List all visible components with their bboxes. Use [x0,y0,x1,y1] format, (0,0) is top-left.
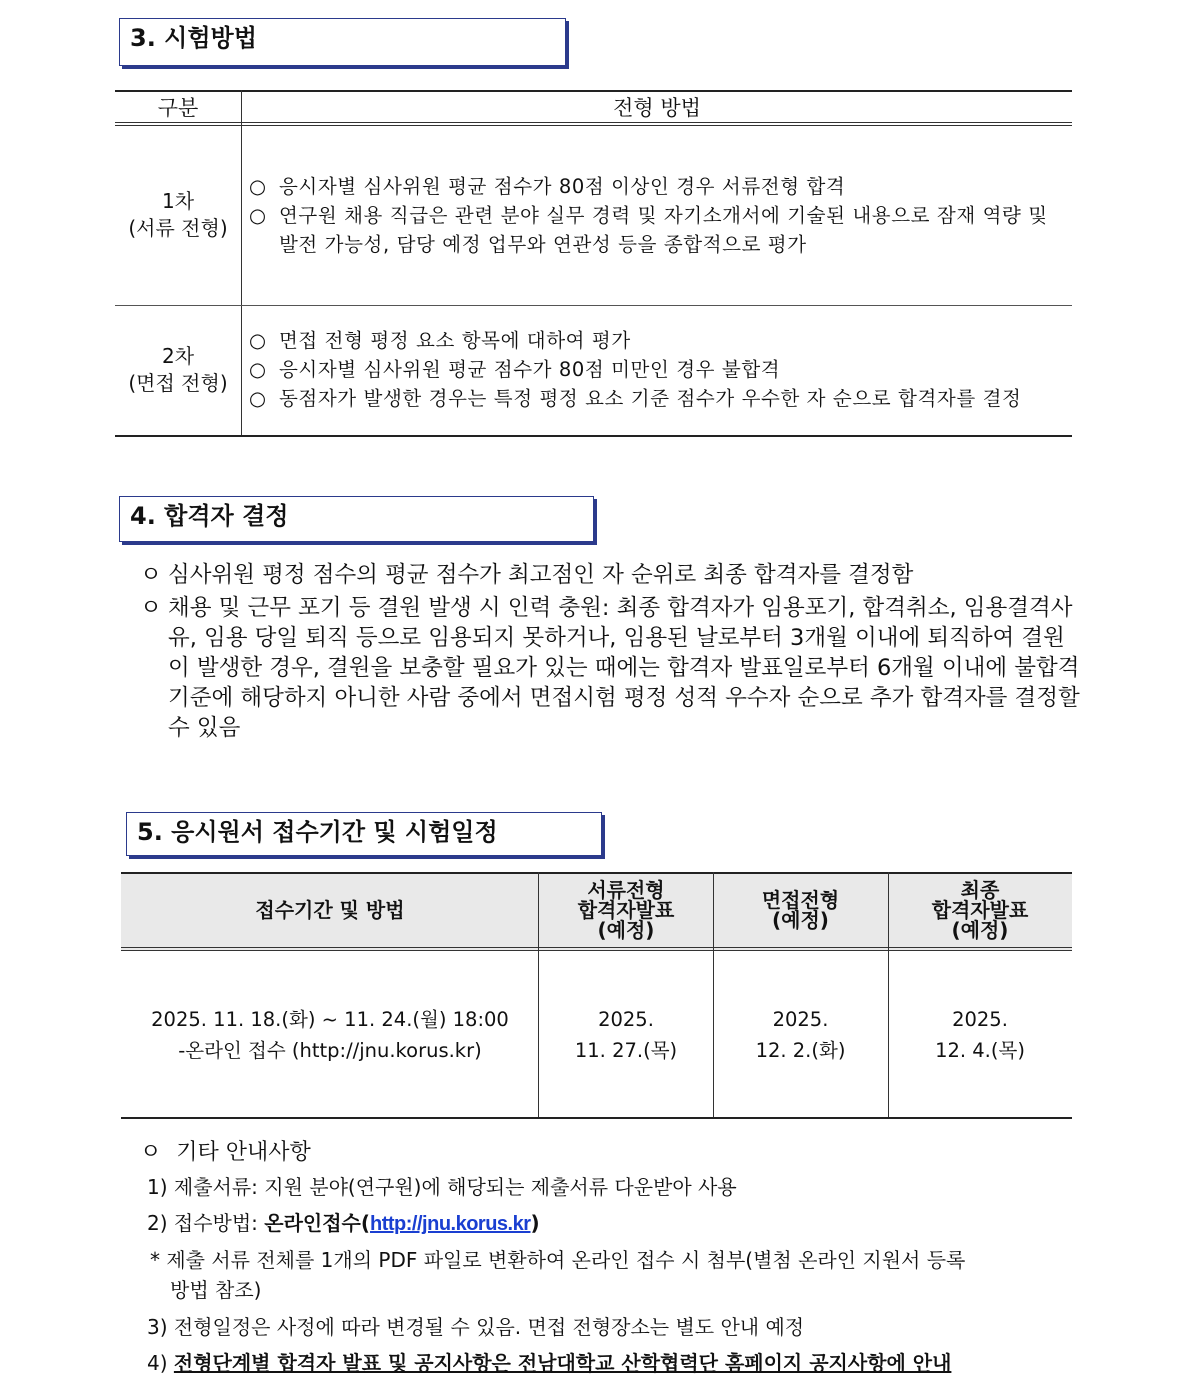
row1-items [249,172,1069,259]
exam-method-table [115,90,1072,440]
column-divider [241,90,242,437]
header-cell-period: 접수기간 및 방법 [255,897,405,922]
bullet-marker: ㅇ [140,562,162,588]
item-text: 응시자별 심사위원 평균 점수가 80점 이상인 경우 서류전형 합격 [279,175,846,198]
note-3: 3) 전형일정은 사정에 따라 변경될 수 있음. 면접 전형장소는 별도 안내 예정 [147,1315,805,1339]
note-2-bold: 온라인접수( [264,1211,371,1235]
stage-label: 2차 [161,344,195,368]
note-4 [147,1347,951,1376]
bullet-marker: ○ [249,175,267,198]
note-2 [147,1207,540,1236]
note-2-prefix: 2) 접수방법: [147,1211,265,1235]
header-cell-final-result: 최종 합격자발표 (예정) [931,877,1029,942]
item-text: 채용 및 근무 포기 등 결원 발생 시 인력 충원: 최종 합격자가 임용포기, 합격취소, 임용결격사유, 임용 당일 퇴직 등으로 임용되지 못하거나, 임용된 날로부터 3개월 이내에 퇴직하여 결원이 발생한 경우, 결원을 보충할 필요가 있는 때에는 합격자 발표일로부터 6개월 이내에 불합격 기준에 해당하지 아니한 사람 중에서 면접시험 평정 성적 우수자 순으로 추가 합격자를 결정할 수 있음 [168,595,1080,741]
section4-heading: 4. 합격자 결정 [119,496,594,542]
section4-list [140,560,1085,746]
cell-doc-result: 2025. 11. 27.(목) [574,1007,678,1062]
note-star-line1: * 제출 서류 전체를 1개의 PDF 파일로 변환하여 온라인 접수 시 첨부(별첨 온라인 지원서 등록 [150,1248,966,1272]
item-text: 연구원 채용 직급은 관련 분야 실무 경력 및 자기소개서에 기술된 내용으로 잠재 역량 및 발전 가능성, 담당 예정 업무와 연관성 등을 종합적으로 평가 [279,204,1048,256]
item-text: 응시자별 심사위원 평균 점수가 80점 미만인 경우 불합격 [279,358,781,381]
note-2-close: ) [530,1211,540,1235]
list-item [249,355,1069,384]
notes-heading [140,1135,311,1166]
header-cell-category: 구분 [157,96,199,120]
cell-period: 2025. 11. 18.(화) ~ 11. 24.(월) 18:00 -온라인 접수 (http://jnu.korus.kr) [151,1007,509,1062]
list-item [140,593,1085,743]
note-4-underlined: 전형단계별 합격자 발표 및 공지사항은 전남대학교 산학협력단 홈페이지 공지사항에 안내 [173,1351,952,1375]
note-1: 1) 제출서류: 지원 분야(연구원)에 해당되는 제출서류 다운받아 사용 [147,1175,737,1199]
note-star-line2: 방법 참조) [170,1278,262,1302]
header-cell-doc-result: 서류전형 합격자발표 (예정) [577,877,675,942]
stage-sub-label: (면접 전형) [128,371,228,395]
list-item [249,201,1069,259]
korus-link[interactable]: http://jnu.korus.kr [370,1213,531,1235]
table-header [115,90,1072,126]
cell-final-result: 2025. 12. 4.(목) [935,1007,1025,1062]
bullet-marker: ○ [249,387,267,410]
note-4-prefix: 4) [147,1351,174,1375]
bullet-marker: ㅇ [140,595,162,621]
item-text: 면접 전형 평정 요소 항목에 대하여 평가 [279,329,631,352]
row2-stage [115,343,241,397]
row1-stage [115,188,241,242]
cell-interview: 2025. 12. 2.(화) [755,1007,846,1062]
bullet-marker: ○ [249,329,267,352]
section5-heading: 5. 응시원서 접수기간 및 시험일정 [126,812,602,856]
list-item [249,172,1069,201]
list-item [140,560,1085,590]
list-item [249,384,1069,413]
item-text: 심사위원 평정 점수의 평균 점수가 최고점인 자 순위로 최종 합격자를 결정함 [168,562,914,588]
row-divider [115,305,1072,306]
table-bottom-border [121,1117,1072,1119]
section3-heading: 3. 시험방법 [119,18,566,66]
bullet-marker: ㅇ [140,1140,162,1165]
stage-label: 1차 [161,189,195,213]
table-bottom-border [115,435,1072,437]
bullet-marker: ○ [249,358,267,381]
item-text: 동점자가 발생한 경우는 특정 평정 요소 기준 점수가 우수한 자 순으로 합격자를 결정 [279,387,1022,410]
row2-items [249,326,1069,413]
header-cell-interview: 면접전형 (예정) [761,887,840,932]
bullet-marker: ○ [249,204,267,227]
stage-sub-label: (서류 전형) [128,216,228,240]
notes-heading-text: 기타 안내사항 [176,1140,311,1165]
list-item [249,326,1069,355]
schedule-table [121,872,1072,1122]
header-cell-method: 전형 방법 [613,96,701,120]
